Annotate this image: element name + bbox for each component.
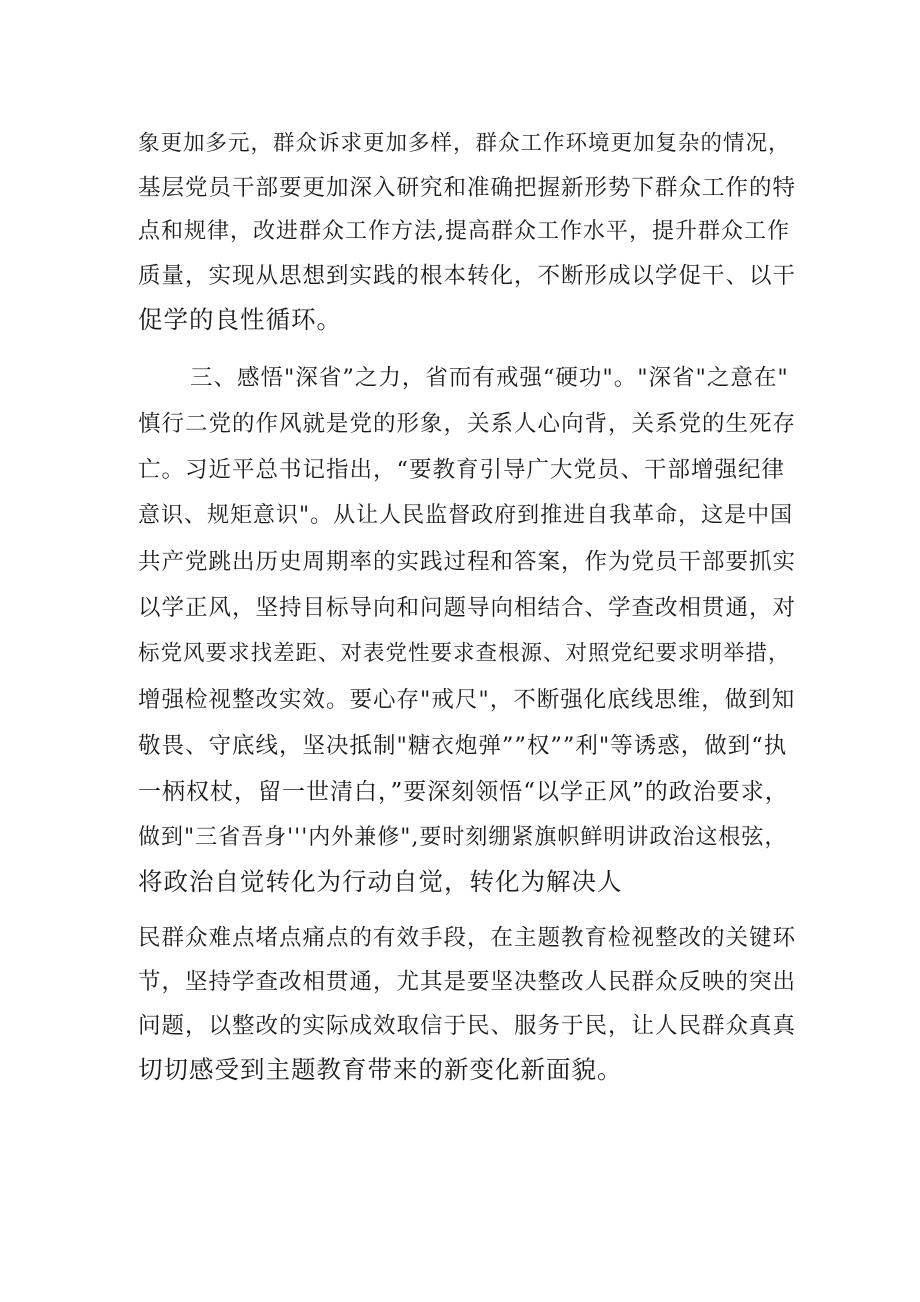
- text-line: 标党风要求找差距、对表党性要求查根源、对照党纪要求明举措，: [138, 641, 791, 666]
- text-line: 敬畏、守底线，坚决抵制"糖衣炮弹””权””利"等诱惑，做到“执: [138, 733, 788, 759]
- text-line: 一柄权杖，留一世清白，”要深刻领悟“以学正风”的政治要求，: [138, 779, 789, 805]
- text-line: 增强检视整改实效。要心存"戒尺"，不断强化底线思维，做到知: [138, 687, 796, 713]
- text-line: 点和规律，改进群众工作方法,提高群众工作水平，提升群众工作: [138, 219, 790, 244]
- text-line: 问题，以整改的实际成效取信于民、服务于民，让人民群众真真: [138, 1013, 797, 1039]
- text-line: 促学的良性循环。: [138, 305, 342, 334]
- text-line: 慎行二党的作风就是党的形象，关系人心向背，关系党的生死存: [138, 411, 797, 437]
- text-line: 将政治自觉转化为行动自觉，转化为解决人: [138, 867, 623, 896]
- section-heading-line: 三、感悟"深省”之力，省而有戒强“硬功"。"深省"之意在": [190, 365, 789, 391]
- text-line: 以学正风，坚持目标导向和问题导向相结合、学查改相贯通，对: [138, 595, 797, 621]
- text-line: 共产党跳出历史周期率的实践过程和答案，作为党员干部要抓实: [138, 549, 797, 575]
- text-line: 节，坚持学查改相贯通，尤其是要坚决整改人民群众反映的突出: [138, 969, 797, 995]
- text-line: 民群众难点堵点痛点的有效手段，在主题教育检视整改的关键环: [138, 925, 797, 951]
- text-line: 意识、规矩意识"。从让人民监督政府到推进自我革命，这是中国: [138, 503, 794, 528]
- text-line: 做到"三省吾身'''内外兼修",要时刻绷紧旗帜鲜明讲政治这根弦，: [138, 825, 788, 850]
- text-line: 切切感受到主题教育带来的新变化新面貌。: [138, 1055, 623, 1084]
- text-line: 质量，实现从思想到实践的根本转化，不断形成以学促干、以干: [138, 263, 797, 289]
- text-line: 基层党员干部要更加深入研究和准确把握新形势下群众工作的特: [138, 175, 797, 201]
- text-line: 象更加多元，群众诉求更加多样，群众工作环境更加复杂的情况，: [138, 131, 791, 156]
- text-line: 亡。习近平总书记指出，“要教育引导广大党员、干部增强纪律: [138, 457, 786, 483]
